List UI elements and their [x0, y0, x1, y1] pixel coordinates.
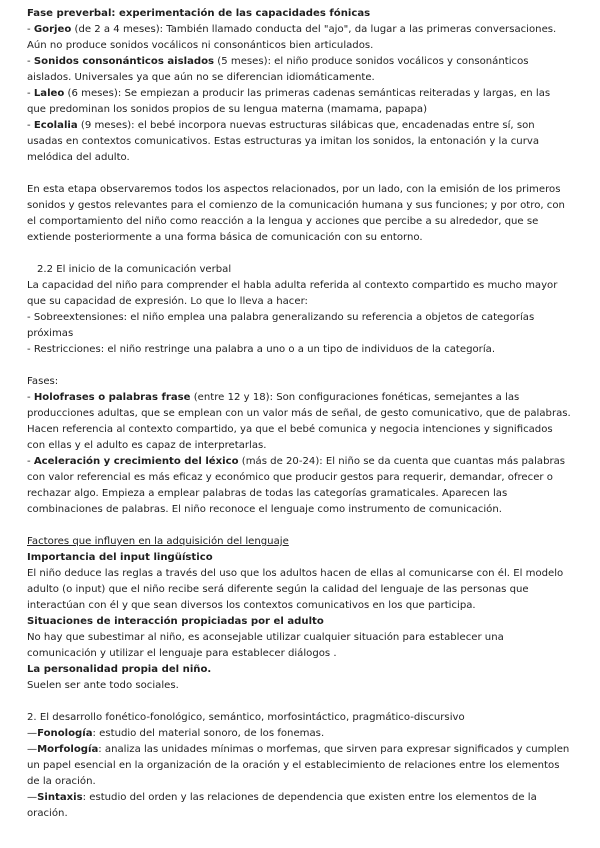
- dash: —: [27, 744, 38, 755]
- section-title-desarrollo: 2. El desarrollo fonético-fonológico, semántico, morfosintáctico, pragmático-discursivo: [27, 712, 465, 723]
- list-item-laleo: [27, 86, 572, 118]
- list-item-morfologia: [27, 742, 572, 790]
- subsection-heading-comunicacion-verbal: 2.2 El inicio de la comunicación verbal: [37, 264, 232, 275]
- term-aceleracion-lexico: Aceleración y crecimiento del léxico: [33, 456, 239, 467]
- dash: —: [27, 792, 38, 803]
- paragraph-personalidad: Suelen ser ante todo sociales.: [27, 680, 179, 691]
- heading-situaciones-interaccion: Situaciones de interacción propiciadas por el adulto: [27, 616, 324, 627]
- section-title-factores: Factores que influyen en la adquisición del lenguaje: [27, 536, 289, 547]
- list-item-ecolalia: [27, 118, 572, 166]
- desc-ecolalia: (9 meses): el bebé incorpora nuevas estructuras silábicas que, encadenadas entre sí, son usadas en contextos comunicativos. Estas estructuras ya imitan los sonidos, la entonación y la curva melódica del adulto.: [27, 120, 540, 163]
- list-item-fonologia: [27, 726, 572, 742]
- heading-personalidad: La personalidad propia del niño.: [27, 664, 212, 675]
- dash: -: [27, 88, 34, 99]
- dash: -: [27, 24, 34, 35]
- fases-label: Fases:: [27, 376, 59, 387]
- paragraph-situaciones-interaccion: No hay que subestimar al niño, es aconsejable utilizar cualquier situación para establecer una comunicación y utilizar el lenguaje para establecer diálogos .: [27, 632, 504, 659]
- desc-aceleracion-lexico: (más de 20-24): El niño se da cuenta que cuantas más palabras con valor referencial es más eficaz y económico que producir gestos para requerir, demandar, ofrecer o rechazar algo. Empieza a emplear palabras de todas las categorías gramaticales. Aparecen las combinaciones de palabras. El niño reconoce el lenguaje como instrumento de comunicación.: [27, 456, 566, 515]
- term-fonologia: Fonología: [37, 728, 93, 739]
- term-sintaxis: Sintaxis: [37, 792, 83, 803]
- term-ecolalia: Ecolalia: [33, 120, 78, 131]
- heading-input-linguistico: Importancia del input lingüístico: [27, 552, 213, 563]
- dash: -: [27, 392, 34, 403]
- term-holofrases: Holofrases o palabras frase: [33, 392, 191, 403]
- list-item-sobreextensiones: - Sobreextensiones: el niño emplea una palabra generalizando su referencia a objetos de categorías próximas: [27, 312, 535, 339]
- list-item-restricciones: - Restricciones: el niño restringe una palabra a uno o a un tipo de individuos de la categoría.: [27, 344, 496, 355]
- dash: -: [27, 456, 34, 467]
- term-morfologia: Morfología: [37, 744, 99, 755]
- list-item-gorjeo: [27, 22, 572, 54]
- list-item-aceleracion-lexico: [27, 454, 572, 518]
- desc-holofrases: (entre 12 y 18): Son configuraciones fonéticas, semejantes a las producciones adultas, que se emplean con un valor más de señal, de gesto comunicativo, que de palabras. Hacen referencia al contexto compartido, ya que el bebé comunica y negocia intenciones y significados con ellas y el adulto es capaz de interpretarlas.: [27, 392, 571, 451]
- list-item-holofrases: [27, 390, 572, 454]
- dash: —: [27, 728, 38, 739]
- list-item-sonidos-consonanticos: [27, 54, 572, 86]
- paragraph-input-linguistico: El niño deduce las reglas a través del uso que los adultos hacen de ellas al comunicarse con él. El modelo adulto (o input) que el niño recibe será diferente según la calidad del lenguaje de las personas que interactúan con él y que sean diversos los contextos comunicativos en los que participa.: [27, 568, 564, 611]
- desc-gorjeo: (de 2 a 4 meses): También llamado conducta del "ajo", da lugar a las primeras conversaciones. Aún no produce sonidos vocálicos ni consonánticos bien articulados.: [27, 24, 557, 51]
- term-gorjeo: Gorjeo: [33, 24, 72, 35]
- desc-laleo: (6 meses): Se empiezan a producir las primeras cadenas semánticas reiteradas y largas, en las que predominan los sonidos propios de su lengua materna (mamama, papapa): [27, 88, 551, 115]
- term-laleo: Laleo: [33, 88, 65, 99]
- desc-sintaxis: : estudio del orden y las relaciones de dependencia que existen entre los elementos de la oración.: [27, 792, 537, 819]
- desc-sonidos-consonanticos: (5 meses): el niño produce sonidos vocálicos y consonánticos aislados. Universales ya que aún no se diferencian idiomáticamente.: [27, 56, 529, 83]
- section-title-fase-preverbal: Fase preverbal: experimentación de las capacidades fónicas: [27, 8, 371, 19]
- dash: -: [27, 56, 34, 67]
- term-sonidos-consonanticos: Sonidos consonánticos aislados: [33, 56, 215, 67]
- dash: -: [27, 120, 34, 131]
- paragraph-capacidad: La capacidad del niño para comprender el habla adulta referida al contexto compartido es mucho mayor que su capacidad de expresión. Lo que lo lleva a hacer:: [27, 280, 558, 307]
- desc-morfologia: : analiza las unidades mínimas o morfemas, que sirven para expresar significados y cumplen un papel esencial en la organización de la oración y el establecimiento de relaciones entre los elementos de la oración.: [27, 744, 570, 787]
- paragraph-etapa: En esta etapa observaremos todos los aspectos relacionados, por un lado, con la emisión de los primeros sonidos y gestos relevantes para el comienzo de la comunicación humana y sus funciones; y por otro, con el comportamiento del niño como reacción a la lengua y acciones que percibe a su alrededor, que se extiende posteriormente a una forma básica de comunicación con su entorno.: [27, 184, 565, 243]
- desc-fonologia: : estudio del material sonoro, de los fonemas.: [92, 728, 325, 739]
- list-item-sintaxis: [27, 790, 572, 822]
